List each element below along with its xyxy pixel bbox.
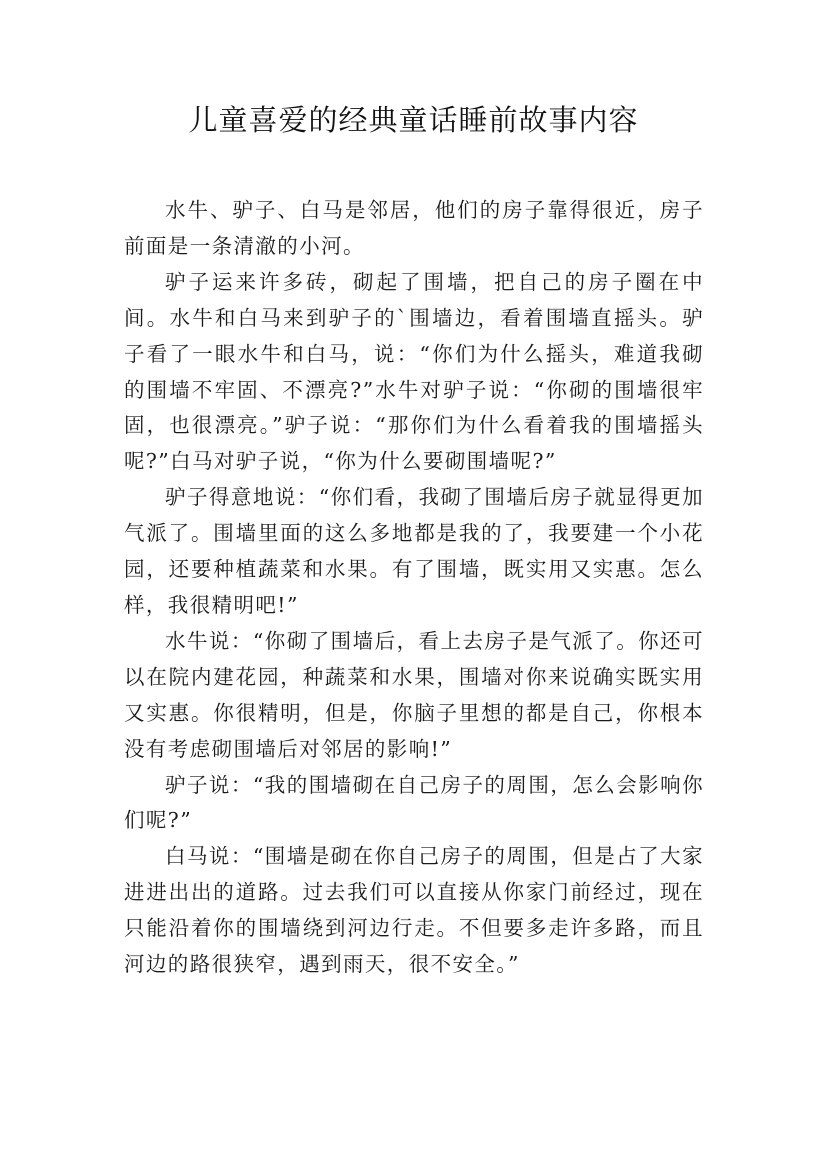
paragraph: 白马说：“围墙是砌在你自己房子的周围，但是占了大家进进出出的道路。过去我们可以直接从你家门前经过，现在只能沿着你的围墙绕到河边行走。不但要多走许多路，而且河边的路很狭窄，遇到雨天，很不安全。” bbox=[124, 844, 704, 977]
story-body bbox=[124, 193, 704, 983]
paragraph: 驴子说：“我的围墙砌在自己房子的周围，怎么会影响你们呢?” bbox=[124, 772, 704, 833]
paragraph: 水牛说：“你砌了围墙后，看上去房子是气派了。你还可以在院内建花园，种蔬菜和水果，围墙对你来说确实既实用又实惠。你很精明，但是，你脑子里想的都是自己，你根本没有考虑砌围墙后对邻居的影响!” bbox=[124, 628, 704, 761]
paragraph: 水牛、驴子、白马是邻居，他们的房子靠得很近，房子前面是一条清澈的小河。 bbox=[124, 198, 704, 258]
paragraph: 驴子得意地说：“你们看，我砌了围墙后房子就显得更加气派了。围墙里面的这么多地都是我的了，我要建一个小花园，还要种植蔬菜和水果。有了围墙，既实用又实惠。怎么样，我很精明吧!” bbox=[124, 485, 704, 617]
document-title: 儿童喜爱的经典童话睡前故事内容 bbox=[188, 103, 639, 137]
paragraph: 驴子运来许多砖，砌起了围墙，把自己的房子圈在中间。水牛和白马来到驴子的`围墙边，看着围墙直摇头。驴子看了一眼水牛和白马，说：“你们为什么摇头，难道我砌的围墙不牢固、不漂亮?”水牛对驴子说：“你砌的围墙很牢固，也很漂亮。”驴子说：“那你们为什么看着我的围墙摇头呢?”白马对驴子说，“你为什么要砌围墙呢?” bbox=[124, 269, 704, 474]
